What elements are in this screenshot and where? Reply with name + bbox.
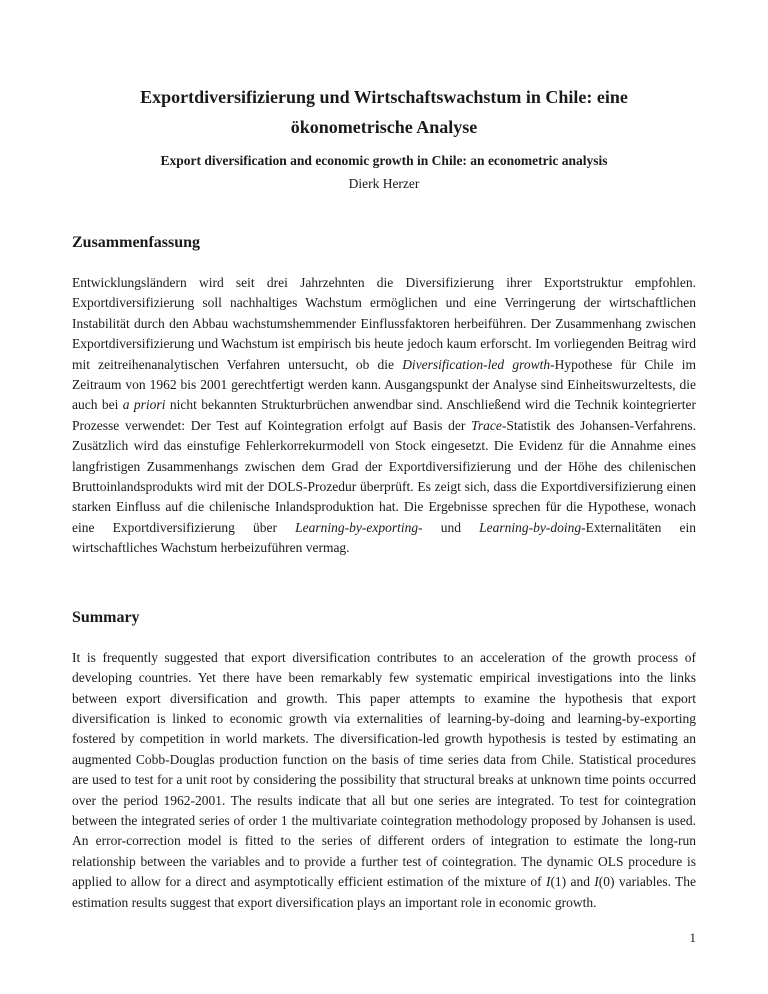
paper-title-de-line1: Exportdiversifizierung und Wirtschaftswachstum in Chile: eine	[140, 87, 628, 107]
paper-title-de-line2: ökonometrische Analyse	[290, 117, 478, 137]
abstract-german: Entwicklungsländern wird seit drei Jahrzehnten die Diversifizierung ihrer Exportstruktur empfohlen. Exportdiversifizierung soll nachhaltiges Wachstum ermöglichen und eine Verringerung der wirtschaftlichen Instabilität durch den Abbau wachstumshemmender Einflussfaktoren herbeiführen. Der Zusammenhang zwischen Exportdiversifizierung und Wachstum ist empirisch bis heute jedoch kaum erforscht. Im vorliegenden Beitrag wird mit zeitreihenanalytischen Verfahren untersucht, ob die Diversification-led growth-Hypothese für Chile im Zeitraum von 1962 bis 2001 gerechtfertigt werden kann. Ausgangspunkt der Analyse sind Einheitswurzeltests, die auch bei a priori nicht bekannten Strukturbrüchen anwendbar sind. Anschließend wird die Technik kointegrierter Prozesse verwendet: Der Test auf Kointegration erfolgt auf Basis der Trace-Statistik des Johansen-Verfahrens. Zusätzlich wird das einstufige Fehlerkorrekurmodell von Stock eingesetzt. Die Evidenz für die Annahme eines langfristigen Zusammenhangs zwischen dem Grad der Exportdiversifizierung und der Höhe des chilenischen Bruttoinlandsprodukts wird mit der DOLS-Prozedur überprüft. Es zeigt sich, dass die Exportdiversifizierung einen starken Einfluss auf die chilenische Inlandsproduktion hat. Die Ergebnisse sprechen für die Hypothese, wonach eine Exportdiversifizierung über Learning-by-exporting- und Learning-by-doing-Externalitäten ein wirtschaftliches Wachstum herbeizuführen vermag.	[72, 275, 697, 556]
page-number: 1	[689, 930, 696, 945]
author-name: Dierk Herzer	[348, 176, 420, 191]
abstract-english: It is frequently suggested that export diversification contributes to an acceleration of the growth process of developing countries. Yet there have been remarkably few systematic empirical investigations into the links between export diversification and growth. This paper attempts to examine the hypothesis that export diversification is linked to economic growth via externalities of learning-by-doing and learning-by-exporting fostered by competition in world markets. The diversification-led growth hypothesis is tested by estimating an augmented Cobb-Douglas production function on the basis of time series data from Chile. Statistical procedures are used to test for a unit root by considering the possibility that structural breaks at unknown time points occurred over the period 1962-2001. The results indicate that all but one series are integrated. To test for cointegration between the integrated series of order 1 the multivariate cointegration methodology proposed by Johansen is used. An error-correction model is fitted to the series of different orders of integration to estimate the long-run relationship between the variables and to provide a further test of cointegration. The dynamic OLS procedure is applied to allow for a direct and asymptotically efficient estimation of the mixture of I(1) and I(0) variables. The estimation results suggest that export diversification plays an important role in economic growth.	[72, 649, 697, 910]
section-heading-zusammenfassung: Zusammenfassung	[72, 234, 201, 251]
paper-title-en: Export diversification and economic growth in Chile: an econometric analysis	[160, 153, 608, 168]
section-heading-summary: Summary	[72, 608, 140, 626]
title-block	[72, 82, 696, 194]
